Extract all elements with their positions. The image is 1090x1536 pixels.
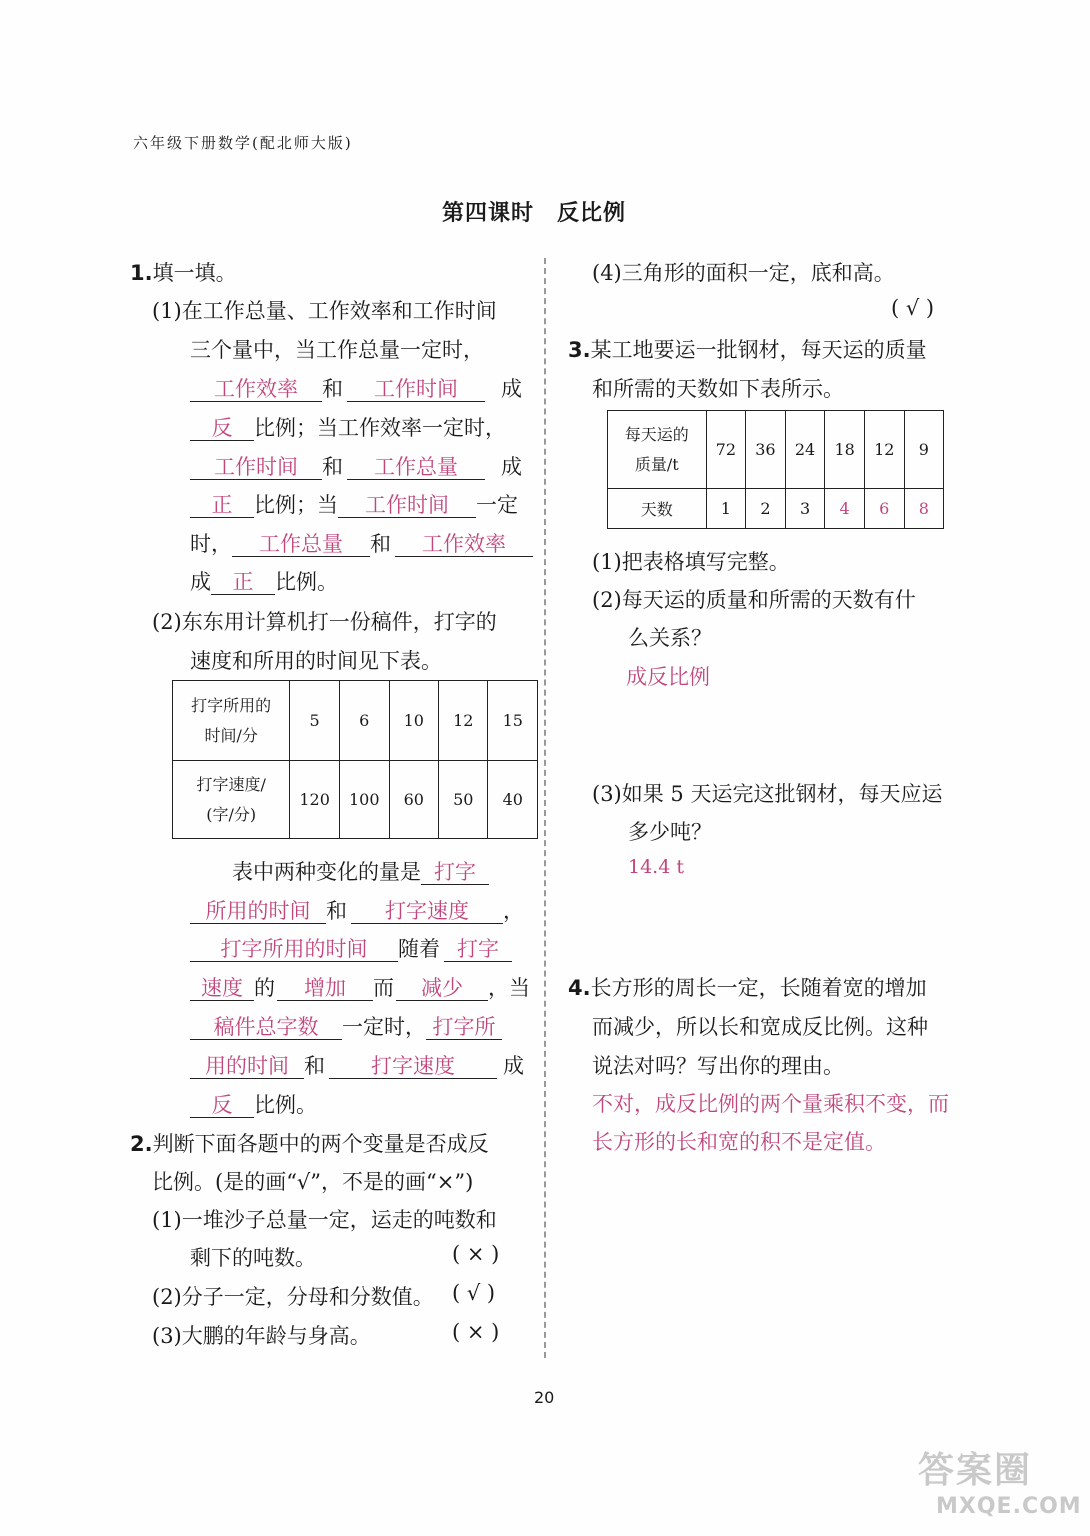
q3-heading: 3.某工地要运一批钢材，每天运的质量 bbox=[568, 338, 927, 362]
blank-answer[interactable]: 工作总量 bbox=[347, 456, 485, 480]
q1-p2-s-line7: 反 比例。 bbox=[190, 1089, 317, 1119]
q1-p2-s-line5: 稿件总字数 一定时， 打字所 bbox=[190, 1011, 502, 1041]
blank-answer[interactable]: 用的时间 bbox=[190, 1055, 304, 1079]
table-cell: 24 bbox=[785, 411, 825, 489]
blank-answer[interactable]: 打字所 bbox=[426, 1016, 502, 1040]
q1-p1-line2: 三个量中，当工作总量一定时， bbox=[190, 338, 484, 362]
blank-answer[interactable]: 打字速度 bbox=[329, 1055, 497, 1079]
blank-answer[interactable]: 正 bbox=[211, 571, 275, 595]
blank-answer[interactable]: 打字速度 bbox=[351, 900, 503, 924]
q1-p1-line1: (1)在工作总量、工作效率和工作时间 bbox=[152, 299, 497, 323]
q4-answer-line2: 长方形的长和宽的积不是定值。 bbox=[592, 1130, 886, 1154]
table-answer-cell[interactable]: 8 bbox=[904, 489, 943, 529]
typing-table bbox=[172, 680, 538, 839]
book-header: 六年级下册数学(配北师大版) bbox=[133, 134, 353, 152]
table-header-cell: 打字速度/ (字/分) bbox=[173, 761, 290, 839]
q1-p1-line4: 反 比例；当工作效率一定时， bbox=[190, 412, 506, 442]
table-cell: 60 bbox=[389, 761, 438, 839]
q2-item1-answer: ( × ) bbox=[452, 1242, 500, 1266]
q3-sub3-line1: (3)如果 5 天运完这批钢材，每天应运 bbox=[592, 782, 943, 806]
q1-p2-s-line1: 表中两种变化的量是 打字 bbox=[232, 856, 489, 886]
table-cell: 5 bbox=[290, 681, 340, 761]
q3-line2: 和所需的天数如下表所示。 bbox=[592, 377, 844, 401]
blank-answer[interactable]: 增加 bbox=[277, 977, 373, 1001]
table-cell: 6 bbox=[339, 681, 389, 761]
table-answer-cell[interactable]: 6 bbox=[864, 489, 904, 529]
q1-p1-line8: 成 正 比例。 bbox=[190, 570, 338, 594]
blank-answer[interactable]: 工作时间 bbox=[190, 456, 322, 480]
blank-answer[interactable]: 工作效率 bbox=[395, 533, 533, 557]
q1-p2-s-line6: 用的时间 和 打字速度 成 bbox=[190, 1050, 524, 1080]
q2-item3: (3)大鹏的年龄与身高。 bbox=[152, 1324, 371, 1348]
table-cell: 40 bbox=[488, 761, 538, 839]
table-cell: 1 bbox=[706, 489, 746, 529]
q2-heading: 2.判断下面各题中的两个变量是否成反 bbox=[130, 1132, 489, 1156]
blank-answer[interactable]: 反 bbox=[190, 417, 254, 441]
table-header-cell: 每天运的 质量/t bbox=[608, 411, 707, 489]
blank-answer[interactable]: 减少 bbox=[396, 977, 488, 1001]
q1-p2-line1: (2)东东用计算机打一份稿件，打字的 bbox=[152, 610, 497, 634]
table-cell: 12 bbox=[864, 411, 904, 489]
blank-answer[interactable]: 稿件总字数 bbox=[190, 1016, 342, 1040]
q2-item1-line2: 剩下的吨数。 bbox=[190, 1246, 316, 1270]
q1-p2-s-line2: 所用的时间 和 打字速度 ， bbox=[190, 895, 524, 925]
watermark-url: MXQE.COM bbox=[936, 1494, 1082, 1519]
q3-sub3-line2: 多少吨？ bbox=[628, 820, 712, 844]
blank-answer[interactable]: 速度 bbox=[190, 977, 254, 1001]
table-cell: 9 bbox=[904, 411, 943, 489]
page-title: 第四课时 反比例 bbox=[442, 201, 627, 226]
table-cell: 50 bbox=[439, 761, 488, 839]
table-cell: 15 bbox=[488, 681, 538, 761]
q2-item3-answer: ( × ) bbox=[452, 1320, 500, 1344]
table-header-cell: 天数 bbox=[608, 489, 707, 529]
blank-answer[interactable]: 反 bbox=[190, 1094, 254, 1118]
blank-answer[interactable]: 所用的时间 bbox=[190, 900, 326, 924]
q1-p2-s-line3: 打字所用的时间 随着 打字 bbox=[190, 933, 512, 963]
q1-p1-line7: 时， 工作总量 和 工作效率 bbox=[190, 528, 533, 558]
q1-p2-s-line4: 速度 的 增加 而 减少 ，当 bbox=[190, 972, 530, 1002]
q2-item2-answer: ( √ ) bbox=[452, 1281, 496, 1305]
table-cell: 100 bbox=[339, 761, 389, 839]
q2-item1-line1: (1)一堆沙子总量一定，运走的吨数和 bbox=[152, 1208, 497, 1232]
q4-answer-line1: 不对，成反比例的两个量乘积不变，而 bbox=[592, 1092, 949, 1116]
q4-line2: 而减少，所以长和宽成反比例。这种 bbox=[592, 1015, 928, 1039]
table-answer-cell[interactable]: 4 bbox=[825, 489, 865, 529]
q1-p1-line3: 工作效率 和 工作时间 成 bbox=[190, 373, 522, 403]
q4-line3: 说法对吗？写出你的理由。 bbox=[592, 1054, 844, 1078]
blank-answer[interactable]: 打字 bbox=[444, 938, 512, 962]
blank-answer[interactable]: 工作效率 bbox=[190, 378, 322, 402]
q2-item4: (4)三角形的面积一定，底和高。 bbox=[592, 261, 895, 285]
table-cell: 18 bbox=[825, 411, 865, 489]
table-cell: 2 bbox=[746, 489, 786, 529]
watermark-logo: 答案圈 bbox=[918, 1450, 1033, 1491]
blank-answer[interactable]: 正 bbox=[190, 494, 254, 518]
q2-line2: 比例。(是的画“√”，不是的画“×”) bbox=[152, 1170, 474, 1194]
blank-answer[interactable]: 工作时间 bbox=[347, 378, 485, 402]
page-number: 20 bbox=[534, 1388, 555, 1407]
steel-table bbox=[607, 410, 944, 529]
q1-p1-line6: 正 比例；当 工作时间 一定 bbox=[190, 489, 518, 519]
q1-heading: 1.填一填。 bbox=[130, 261, 237, 285]
blank-answer[interactable]: 打字 bbox=[421, 861, 489, 885]
table-cell: 10 bbox=[389, 681, 438, 761]
q1-p2-line2: 速度和所用的时间见下表。 bbox=[190, 649, 442, 673]
table-cell: 120 bbox=[290, 761, 340, 839]
table-cell: 12 bbox=[439, 681, 488, 761]
blank-answer[interactable]: 工作时间 bbox=[338, 494, 476, 518]
q4-heading: 4.长方形的周长一定，长随着宽的增加 bbox=[568, 976, 927, 1000]
blank-answer[interactable]: 工作总量 bbox=[232, 533, 370, 557]
q3-sub2-line2: 么关系？ bbox=[628, 626, 712, 650]
table-cell: 36 bbox=[746, 411, 786, 489]
column-divider bbox=[544, 258, 546, 1358]
blank-answer[interactable]: 打字所用的时间 bbox=[190, 938, 398, 962]
table-cell: 3 bbox=[785, 489, 825, 529]
q3-sub3-answer: 14.4 t bbox=[628, 856, 684, 878]
table-header-cell: 打字所用的 时间/分 bbox=[173, 681, 290, 761]
q3-sub1: (1)把表格填写完整。 bbox=[592, 550, 790, 574]
q1-p1-line5: 工作时间 和 工作总量 成 bbox=[190, 451, 522, 481]
q3-sub2-answer: 成反比例 bbox=[626, 665, 710, 689]
q2-item2: (2)分子一定，分母和分数值。 bbox=[152, 1285, 434, 1309]
q3-sub2-line1: (2)每天运的质量和所需的天数有什 bbox=[592, 588, 916, 612]
q2-item4-answer: ( √ ) bbox=[891, 296, 935, 320]
table-cell: 72 bbox=[706, 411, 746, 489]
